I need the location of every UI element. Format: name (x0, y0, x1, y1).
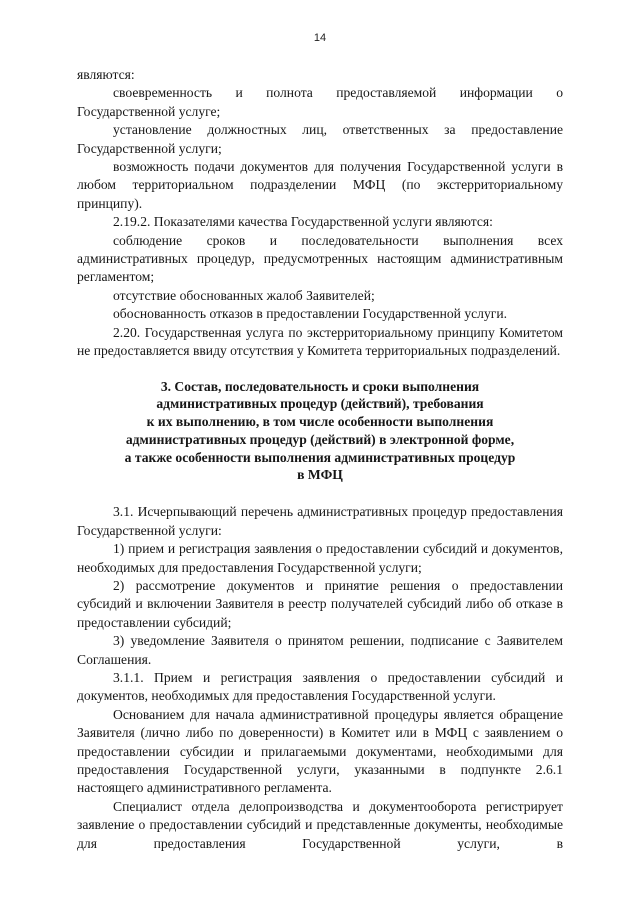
section-heading-line: а также особенности выполнения административных процедур (124, 449, 516, 465)
paragraph: Специалист отдела делопроизводства и документооборота регистрирует заявление о предоставлении субсидий и представленные документы, необходимые для предоставления Государственной услуги, в (77, 798, 563, 851)
paragraph: возможность подачи документов для получения Государственной услуги в любом территориальном подразделении МФЦ (по экстерриториальному принципу). (77, 159, 563, 211)
paragraph: 2.19.2. Показателями качества Государственной услуги являются: (113, 214, 493, 230)
paragraph: Основанием для начала административной процедуры является обращение Заявителя (лично либо по доверенности) в Комитет или в МФЦ с заявлением о предоставлении субсидии и прилагаемыми документами, необходимыми для предоставления Государственной услуги, указанными в подпункте 2.6.1 настоящего административного регламента. (77, 706, 563, 796)
paragraph: обоснованность отказов в предоставлении Государственной услуги. (113, 306, 507, 322)
paragraph: отсутствие обоснованных жалоб Заявителей; (113, 287, 375, 303)
paragraph: являются: (77, 67, 135, 82)
page-number: 14 (313, 32, 327, 44)
paragraph: 3) уведомление Заявителя о принятом решении, подписание с Заявителем Соглашения. (77, 633, 563, 667)
paragraph: своевременность и полнота предоставляемой информации о Государственной услуге; (77, 85, 563, 119)
paragraphs-before-section (77, 66, 563, 361)
paragraph: 3.1. Исчерпывающий перечень административных процедур предоставления Государственной услуги: (77, 504, 563, 538)
section-heading-line: административных процедур (действий) в электронной форме, (125, 431, 515, 447)
paragraph: установление должностных лиц, ответственных за предоставление Государственной услуги; (77, 122, 563, 156)
section-heading-line: административных процедур (действий), требования (156, 396, 484, 412)
section-heading-line: к их выполнению, в том числе особенности выполнения (146, 414, 494, 430)
paragraph: 3.1.1. Прием и регистрация заявления о предоставлении субсидий и документов, необходимых для предоставления Государственной услуги. (77, 669, 563, 704)
paragraphs-after-section (77, 503, 563, 853)
section-heading-line: 3. Состав, последовательность и сроки выполнения (160, 378, 480, 394)
document-body (77, 66, 563, 853)
section-heading (77, 378, 563, 485)
paragraph: соблюдение сроков и последовательности выполнения всех административных процедур, предусмотренных настоящим административным регламентом; (77, 232, 563, 285)
paragraph: 1) прием и регистрация заявления о предоставлении субсидий и документов, необходимых для предоставления Государственной услуги; (77, 541, 563, 575)
paragraph: 2.20. Государственная услуга по экстерриториальному принципу Комитетом не предоставляется ввиду отсутствия у Комитета территориальных подразделений. (77, 324, 563, 359)
paragraph: 2) рассмотрение документов и принятие решения о предоставлении субсидий и включении Заявителя в реестр получателей субсидий либо об отказе в предоставлении субсидий; (77, 577, 563, 630)
section-heading-line: в МФЦ (297, 467, 343, 483)
